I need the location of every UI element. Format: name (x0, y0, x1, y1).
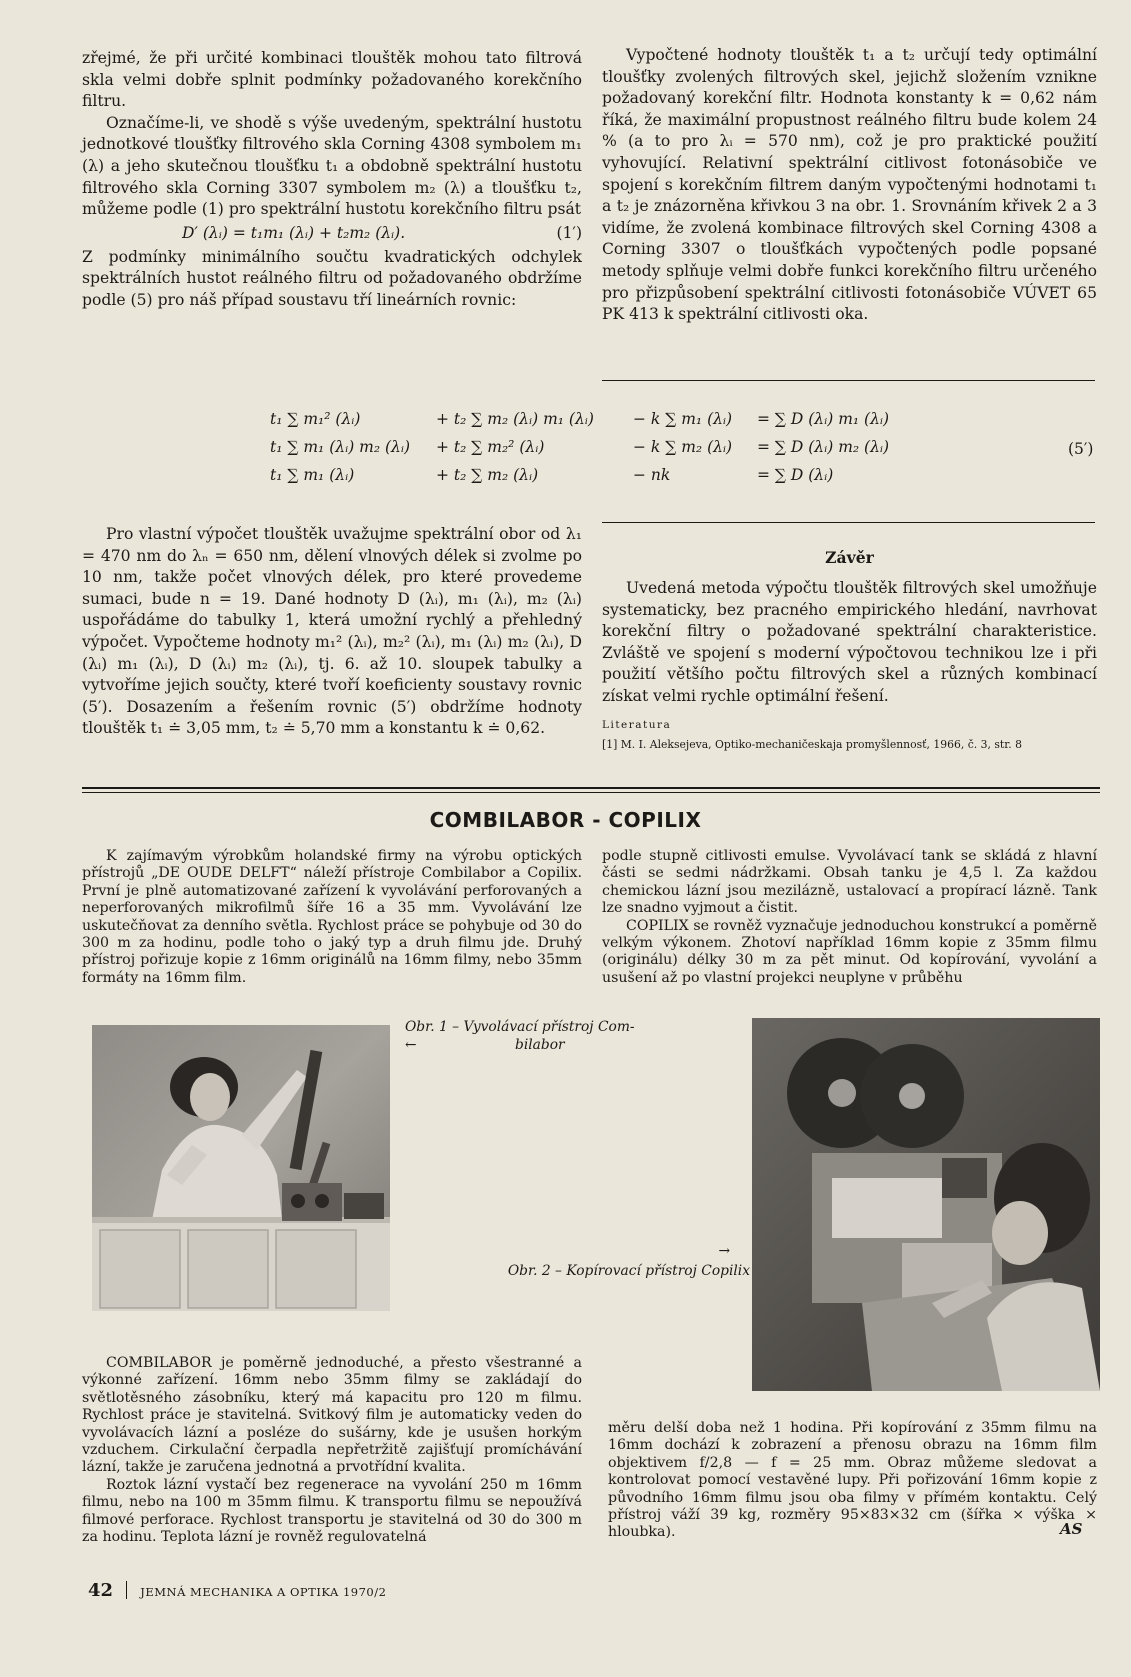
top-left-column (82, 48, 582, 312)
author-initials: AS (1060, 1520, 1083, 1538)
eq-term: + t₂ ∑ m₂² (λᵢ) (436, 438, 545, 456)
equation-number: (5′) (1068, 440, 1094, 458)
journal-name: JEMNÁ MECHANIKA A OPTIKA 1970/2 (140, 1585, 387, 1599)
literature-item: [1] M. I. Aleksejeva, Optiko-mechaničeskaja promyšlennosť, 1966, č. 3, str. 8 (602, 737, 1022, 751)
paragraph: Označíme-li, ve shodě s výše uvedeným, spektrální hustotu jednotkové tloušťky filtrového skla Corning 4308 symbolem m₁ (λ) a jeho skutečnou tloušťku t₁ a obdobně spektrální hustotu filtrového skla Corning 3307 symbolem m₂ (λ) a tloušťku t₂, můžeme podle (1) pro spektrální hustotu korekčního filtru psát (82, 113, 582, 219)
paragraph: COMBILABOR je poměrně jednoduché, a přesto všestranné a výkonné zařízení. 16mm nebo 35mm filmy se zakládají do světlotěsného zásobníku, který má kapacitu pro 120 m filmu. Rychlost práce je stavitelná. Svitkový film je automaticky veden do vyvolávacích lázní a posléze do sušárny, kde je usušen horkým vzduchem. Cirkulační čerpadla nepřetržitě zajišťují promíchávání lázní, takže je zaručena jednotná a prvotřídní kvalita. (82, 1355, 582, 1476)
eq-term: + t₂ ∑ m₂ (λᵢ) m₁ (λᵢ) (436, 410, 594, 428)
eq-term: t₁ ∑ m₁² (λᵢ) (270, 410, 361, 428)
conclusion-title: Závěr (825, 548, 874, 567)
paragraph: podle stupně citlivosti emulse. Vyvolávací tank se skládá z hlavní části se sedmi nádržkami. Obsah tanku je 4,5 l. Za každou chemickou lázní jsou mezilázně, ustalovací a propírací lázně. Tank lze snadno vyjmout a čistit. (602, 848, 1097, 917)
page-number: 42 (88, 1580, 114, 1601)
article-right-intro (602, 848, 1097, 987)
arrow-left-icon: ← (405, 1037, 417, 1053)
equation-system (0, 410, 1131, 496)
article-title: COMBILABOR - COPILIX (429, 808, 702, 832)
eq-term: t₁ ∑ m₁ (λᵢ) (270, 466, 355, 484)
copilix-photo (752, 1018, 1100, 1391)
conclusion-text: Uvedená metoda výpočtu tlouštěk filtrových skel umožňuje systematicky, bez pracného empirického hledání, navrhovat korekční filtry o požadované spektrální charakteristice. Zvláště ve spojení s moderní výpočtovou technikou lze i při použití většího počtu filtrových skel a různých kombinací získat velmi rychle optimální řešení. (602, 579, 1097, 705)
caption-line: Obr. 2 – Kopírovací přístroj Copilix (507, 1263, 750, 1279)
eq-term: − nk (633, 466, 671, 484)
paragraph: Vypočtené hodnoty tlouštěk t₁ a t₂ určují tedy optimální tloušťky zvolených filtrových skel, jejichž složením vznikne požadovaný korekční filtr. Hodnota konstanty k = 0,62 nám říká, že maximální propustnost reálného filtru bude kolem 24 % (a to pro λᵢ = 570 nm), což je pro praktické použití vyhovující. Relativní spektrální citlivost fotonásobiče ve spojení s korekčním filtrem daným vypočtenými hodnotami t₁ a t₂ je znázorněna křivkou 3 na obr. 1. Srovnáním křivek 2 a 3 vidíme, že zvolená kombinace filtrových skel Corning 4308 a Corning 3307 o tloušťkách vypočtených podle popsané metody splňuje velmi dobře funkci korekčního filtru určeného pro přizpůsobení spektrální citlivosti fotonásobiče VÚVET 65 PK 413 k spektrální citlivosti oka. (602, 46, 1097, 324)
equation-1 (82, 222, 582, 246)
section-rule (82, 787, 1100, 789)
article-right-bottom (608, 1420, 1097, 1542)
paragraph: Pro vlastní výpočet tlouštěk uvažujme spektrální obor od λ₁ = 470 nm do λₙ = 650 nm, dělení vlnových délek si zvolme po 10 nm, takže počet vlnových délek, pro které provedeme sumaci, bude n = 19. Dané hodnoty D (λᵢ), m₁ (λᵢ), m₂ (λᵢ) uspořádáme do tabulky 1, která umožní rychlý a přehledný výpočet. Vypočteme hodnoty m₁² (λᵢ), m₂² (λᵢ), m₁ (λᵢ) m₂ (λᵢ), D (λᵢ) m₁ (λᵢ), D (λᵢ) m₂ (λᵢ), tj. 6. až 10. sloupek tabulky a vytvoříme jejich součty, které tvoří koeficienty soustavy rovnic (5′). Dosazením a řešením rovnic (5′) obdržíme hodnoty tlouštěk t₁ ≐ 3,05 mm, t₂ ≐ 5,70 mm a konstantu k ≐ 0,62. (82, 525, 582, 738)
article-left-bottom (82, 1355, 582, 1546)
footer-divider (126, 1581, 127, 1599)
eq-term: − k ∑ m₁ (λᵢ) (633, 410, 733, 428)
figure-1-caption (405, 1018, 685, 1054)
mid-left-column (82, 524, 582, 740)
caption-line: bilabor (515, 1037, 565, 1053)
section-rule (82, 792, 1100, 793)
conclusion (602, 548, 1097, 752)
page-footer (88, 1580, 386, 1604)
eq-term: = ∑ D (λᵢ) m₁ (λᵢ) (757, 410, 890, 428)
figure-2-caption (455, 1242, 750, 1280)
equation-number: (1′) (556, 223, 582, 242)
equation-text: D′ (λᵢ) = t₁m₁ (λᵢ) + t₂m₂ (λᵢ). (182, 223, 406, 242)
arrow-right-icon: → (718, 1243, 730, 1259)
literature-title: Literatura (602, 718, 672, 731)
top-right-column (602, 45, 1097, 326)
eq-term: + t₂ ∑ m₂ (λᵢ) (436, 466, 539, 484)
eq-term: t₁ ∑ m₁ (λᵢ) m₂ (λᵢ) (270, 438, 411, 456)
eq-term: = ∑ D (λᵢ) m₂ (λᵢ) (757, 438, 890, 456)
paragraph: Roztok lázní vystačí bez regenerace na vyvolání 250 m 16mm filmu, nebo na 100 m 35mm filmu. K transportu filmu se nepoužívá filmové perforace. Rychlost transportu je stavitelná od 30 do 300 m za hodinu. Teplota lázní je rovněž regulovatelná (82, 1476, 582, 1546)
caption-line: Obr. 1 – Vyvolávací přístroj Com- (405, 1019, 635, 1035)
article-left-intro (82, 848, 582, 987)
paragraph: COPILIX se rovněž vyznačuje jednoduchou konstrukcí a poměrně velkým výkonem. Zhotoví například 16mm kopie z 35mm filmu (originálu) délky 30 m za pět minut. Od kopírování, vyvolání a usušení až po vlastní projekci neuplyne v průběhu (602, 917, 1097, 986)
divider (602, 380, 1095, 381)
combilabor-photo (92, 1025, 390, 1311)
paragraph: zřejmé, že při určité kombinaci tlouštěk mohou tato filtrová skla velmi dobře splnit podmínky požadovaného korekčního filtru. (82, 49, 582, 111)
paragraph: K zajímavým výrobkům holandské firmy na výrobu optických přístrojů „DE OUDE DELFT“ náleží přístroje Combilabor a Copilix. První je plně automatizované zařízení k vyvolávání perforovaných a neperforovaných mikrofilmů šíře 16 a 35 mm. Vyvolávání lze uskutečňovat za denního světla. Rychlost práce se pohybuje od 30 do 300 m za hodinu, podle toho o jaký typ a druh filmu jde. Druhý přístroj pořizuje kopie z 16mm originálů na 16mm filmy, nebo 35mm formáty na 16mm film. (82, 848, 582, 986)
paragraph: měru delší doba než 1 hodina. Při kopírování z 35mm filmu na 16mm dochází k zobrazení a přenosu obrazu na 16mm film objektivem f/2,8 — f = 25 mm. Obraz můžeme sledovat a kontrolovat pomocí vestavěné lupy. Při pořizování 16mm kopie z původního 16mm filmu jsou oba filmy v přímém kontaktu. Celý přístroj váží 39 kg, rozměry 95×83×32 cm (šířka × výška × hloubka). (608, 1420, 1097, 1541)
eq-term: − k ∑ m₂ (λᵢ) (633, 438, 733, 456)
eq-term: = ∑ D (λᵢ) (757, 466, 834, 484)
divider (602, 522, 1095, 523)
paragraph: Z podmínky minimálního součtu kvadratických odchylek spektrálních hustot reálného filtru od požadovaného obdržíme podle (5) pro náš případ soustavu tří lineárních rovnic: (82, 247, 582, 309)
